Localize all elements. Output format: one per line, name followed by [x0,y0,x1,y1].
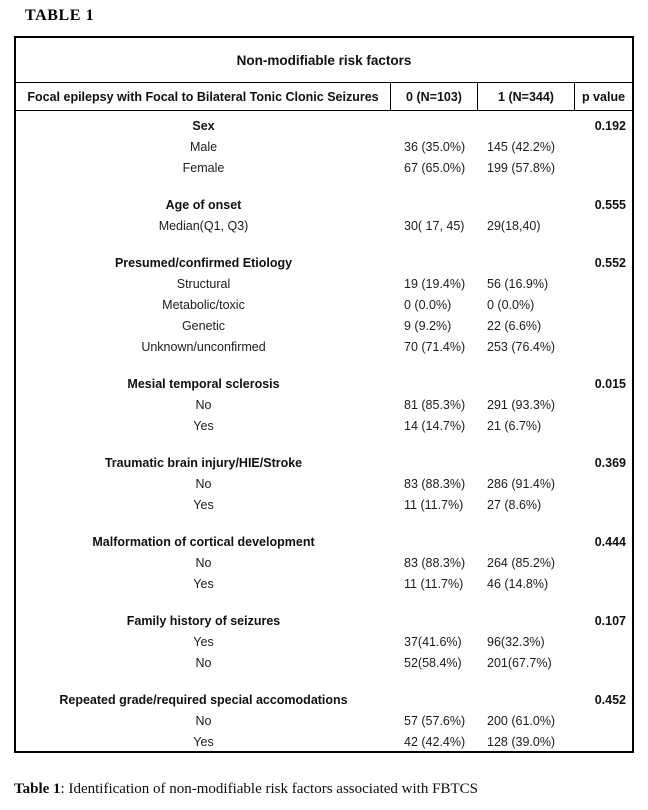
row-label: Yes [193,634,214,649]
row-value-group0: 19 (19.4%) [404,276,466,291]
group-pvalue: 0.444 [594,534,626,549]
row-label: No [195,555,212,570]
row-value-group0: 0 (0.0%) [404,297,452,312]
data-row [16,631,632,652]
group-label: Age of onset [165,197,242,212]
row-label: Genetic [181,318,226,333]
row-value-group0: 42 (42.4%) [404,734,466,749]
group-pvalue: 0.369 [594,455,626,470]
row-label: Unknown/unconfirmed [141,339,266,354]
row-value-group1: 286 (91.4%) [487,476,556,491]
row-value-group0: 37(41.6%) [404,634,462,649]
data-row [16,552,632,573]
group-label: Presumed/confirmed Etiology [114,255,293,270]
group-pvalue: 0.452 [594,692,626,707]
row-label: No [195,397,212,412]
data-row [16,273,632,294]
data-row [16,157,632,178]
group-label: Traumatic brain injury/HIE/Stroke [104,455,303,470]
group-row-malformation [16,531,632,552]
row-label: Median(Q1, Q3) [158,218,249,233]
row-label: No [195,655,212,670]
spacer-row [16,178,632,194]
row-value-group1: 46 (14.8%) [487,576,549,591]
data-row [16,710,632,731]
row-value-group1: 201(67.7%) [487,655,552,670]
caption-label: Table 1 [14,781,61,797]
row-value-group1: 145 (42.2%) [487,139,556,154]
row-value-group1: 253 (76.4%) [487,339,556,354]
data-row [16,336,632,357]
data-row [16,294,632,315]
row-value-group1: 0 (0.0%) [487,297,535,312]
spacer-row [16,594,632,610]
group-label: Mesial temporal sclerosis [127,376,280,391]
spacer-row [16,673,632,689]
group-row-etiology [16,252,632,273]
group-label: Family history of seizures [126,613,281,628]
group-row-mesial-temporal-sclerosis [16,373,632,394]
spacer-row [16,515,632,531]
col-header-pvalue: p value [581,89,626,104]
col-header-factor: Focal epilepsy with Focal to Bilateral Tonic Clonic Seizures [16,83,391,110]
risk-factors-table [14,36,634,753]
group-label: Repeated grade/required special accomodations [59,692,348,707]
row-value-group0: 11 (11.7%) [404,576,464,591]
group-row-repeated-grade [16,689,632,710]
col-header-group1: 1 (N=344) [478,83,575,110]
data-row [16,473,632,494]
row-value-group1: 96(32.3%) [487,634,545,649]
group-pvalue: 0.107 [594,613,626,628]
document-title: TABLE 1 [25,7,95,24]
group-row-sex [16,115,632,136]
data-row [16,394,632,415]
data-row [16,315,632,336]
row-value-group1: 56 (16.9%) [487,276,549,291]
row-label: Male [189,139,218,154]
row-value-group1: 21 (6.7%) [487,418,542,433]
table-caption [14,781,478,798]
row-value-group1: 29(18,40) [487,218,541,233]
row-value-group1: 22 (6.6%) [487,318,542,333]
row-value-group0: 30( 17, 45) [404,218,465,233]
row-value-group0: 11 (11.7%) [404,497,464,512]
row-value-group0: 83 (88.3%) [404,476,466,491]
row-value-group0: 52(58.4%) [404,655,462,670]
row-value-group0: 14 (14.7%) [404,418,466,433]
data-row [16,494,632,515]
data-row [16,731,632,752]
row-value-group1: 199 (57.8%) [487,160,556,175]
row-value-group0: 67 (65.0%) [404,160,466,175]
group-row-tbi-hie-stroke [16,452,632,473]
row-label: Yes [193,497,214,512]
table-body [16,111,632,752]
data-row [16,215,632,236]
col-header-group0: 0 (N=103) [391,83,478,110]
spacer-row [16,236,632,252]
row-label: Yes [193,734,214,749]
row-value-group0: 83 (88.3%) [404,555,466,570]
row-value-group1: 128 (39.0%) [487,734,556,749]
group-row-age-of-onset [16,194,632,215]
group-pvalue: 0.192 [594,118,626,133]
group-pvalue: 0.555 [594,197,626,212]
row-value-group0: 57 (57.6%) [404,713,466,728]
data-row [16,573,632,594]
column-header-row [16,83,632,111]
row-label: No [195,476,212,491]
caption-text: : Identification of non-modifiable risk factors associated with FBTCS [60,781,478,797]
row-value-group1: 200 (61.0%) [487,713,556,728]
row-label: No [195,713,212,728]
table-title: Non-modifiable risk factors [16,38,632,83]
group-row-family-history [16,610,632,631]
data-row [16,415,632,436]
row-value-group1: 27 (8.6%) [487,497,542,512]
row-value-group0: 36 (35.0%) [404,139,466,154]
row-label: Structural [176,276,231,291]
row-value-group0: 70 (71.4%) [404,339,466,354]
row-label: Female [182,160,225,175]
group-pvalue: 0.552 [594,255,626,270]
row-label: Metabolic/toxic [162,297,245,312]
row-value-group1: 291 (93.3%) [487,397,556,412]
data-row [16,652,632,673]
data-row [16,136,632,157]
group-pvalue: 0.015 [594,376,626,391]
row-label: Yes [193,576,214,591]
group-label: Malformation of cortical development [92,534,315,549]
spacer-row [16,357,632,373]
row-value-group1: 264 (85.2%) [487,555,556,570]
group-label: Sex [192,118,215,133]
row-value-group0: 81 (85.3%) [404,397,466,412]
row-value-group0: 9 (9.2%) [404,318,452,333]
spacer-row [16,436,632,452]
row-label: Yes [193,418,214,433]
